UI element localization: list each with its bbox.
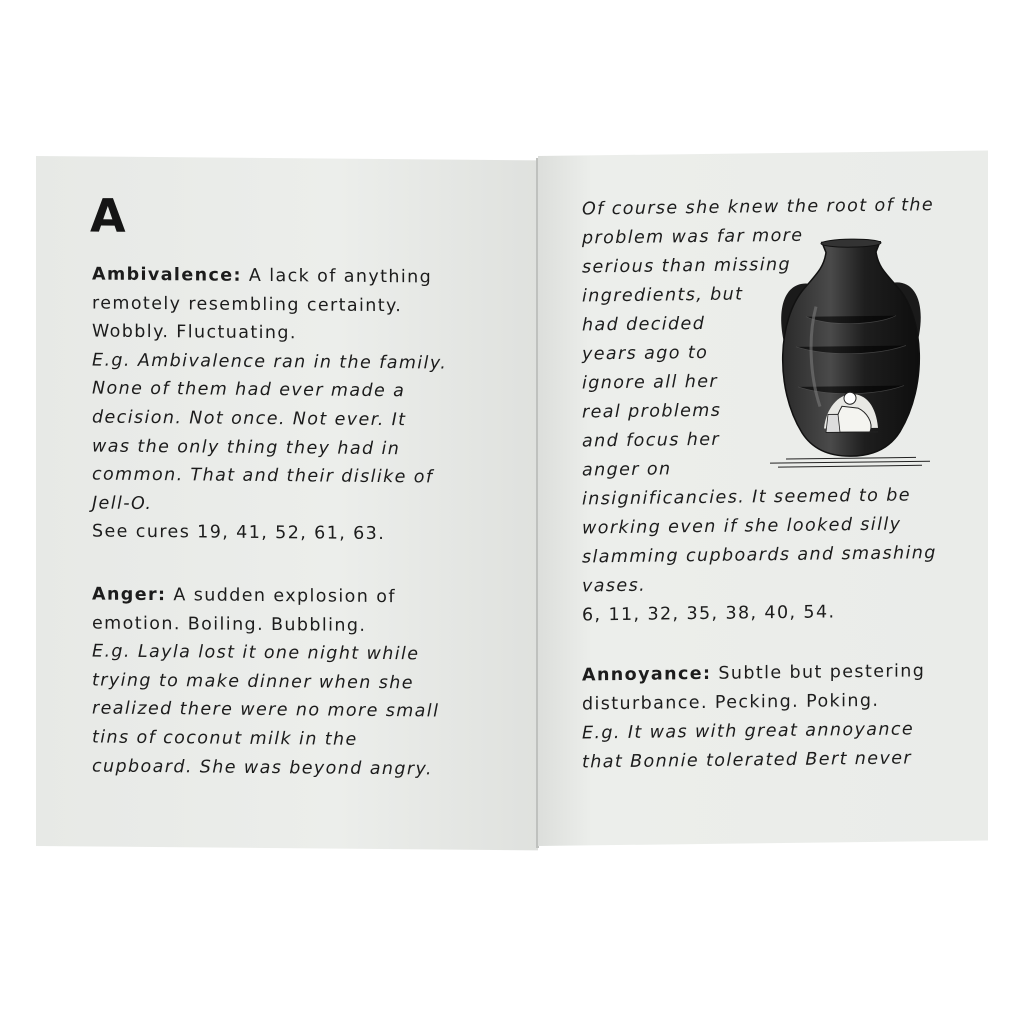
example-line: trying to make dinner when she xyxy=(92,670,414,694)
entry-definition-start: A sudden explosion of xyxy=(166,585,396,608)
entry-term: Ambivalence: xyxy=(92,264,242,286)
example-line: Of course she knew the root of the xyxy=(582,195,935,220)
example-line: ingredients, but xyxy=(582,284,744,307)
example-line: E.g. Layla lost it one night while xyxy=(92,641,420,665)
example-line: Jell-O. xyxy=(92,493,153,514)
example-line: insignificancies. It seemed to be xyxy=(582,485,911,510)
example-line: and focus her xyxy=(582,429,720,452)
example-line: working even if she looked silly xyxy=(582,514,902,539)
definition-line: remotely resembling certainty. xyxy=(92,293,403,316)
entry-anger xyxy=(92,580,439,783)
cures-reference: See cures 19, 41, 52, 61, 63. xyxy=(92,521,386,545)
example-line: that Bonnie tolerated Bert never xyxy=(582,748,912,773)
example-line: vases. xyxy=(582,575,647,597)
example-line: anger on xyxy=(582,459,672,481)
left-page xyxy=(36,156,538,850)
example-line: None of them had ever made a xyxy=(92,378,406,402)
entry-definition-start: Subtle but pestering xyxy=(711,661,926,684)
entry-term: Annoyance: xyxy=(582,663,712,686)
example-line: E.g. It was with great annoyance xyxy=(582,719,915,744)
example-line: real problems xyxy=(582,400,722,423)
example-line: serious than missing xyxy=(582,254,791,278)
example-line: cupboard. She was beyond angry. xyxy=(92,756,433,780)
example-line: common. That and their dislike of xyxy=(92,464,434,488)
entry-first-line xyxy=(92,580,439,612)
entry-annoyance xyxy=(582,657,925,777)
right-page xyxy=(538,151,988,846)
example-line: years ago to xyxy=(582,342,709,365)
example-line: E.g. Ambivalence ran in the family. xyxy=(92,350,448,374)
section-letter: A xyxy=(90,188,126,243)
entry-term: Anger: xyxy=(92,584,167,606)
example-line: tins of coconut milk in the xyxy=(92,727,358,750)
example-line: had decided xyxy=(582,313,706,336)
example-line: slamming cupboards and smashing xyxy=(582,543,937,568)
example-line: decision. Not once. Not ever. It xyxy=(92,407,407,431)
entry-definition-start: A lack of anything xyxy=(241,265,433,288)
open-book xyxy=(36,150,988,854)
example-line: was the only thing they had in xyxy=(92,436,401,459)
example-line: realized there were no more small xyxy=(92,698,440,722)
cures-reference: 6, 11, 32, 35, 38, 40, 54. xyxy=(582,602,836,626)
definition-line: Wobbly. Fluctuating. xyxy=(92,321,297,344)
entry-ambivalence xyxy=(92,260,447,549)
vase-illustration xyxy=(766,235,936,477)
example-line: ignore all her xyxy=(582,371,718,394)
example-line: problem was far more xyxy=(582,225,804,249)
entry-first-line xyxy=(92,260,447,292)
entry-first-line xyxy=(582,657,925,690)
definition-line: disturbance. Pecking. Poking. xyxy=(582,690,880,715)
definition-line: emotion. Boiling. Bubbling. xyxy=(92,613,367,636)
